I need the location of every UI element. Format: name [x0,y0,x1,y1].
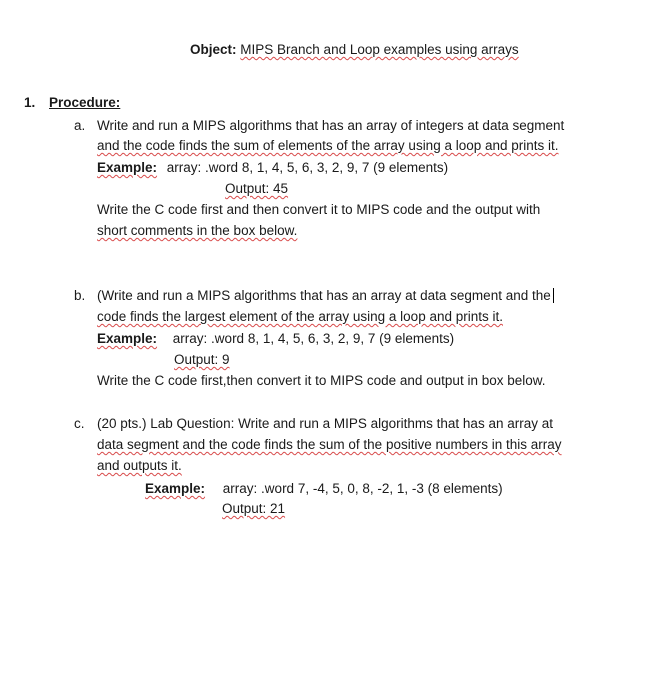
text-cursor [553,288,554,303]
item-a-extra-line-1: Write the C code first and then convert it to MIPS code and the output with [97,202,541,217]
item-b-line-1 [97,287,554,304]
item-b-line-1-text: (Write and run a MIPS algorithms that has an array at data segment and the [97,288,551,303]
item-c-example-text: array: .word 7, -4, 5, 0, 8, -2, 1, -3 (8 elements) [222,481,503,496]
item-b-example [97,330,454,347]
item-a-example-text: array: .word 8, 1, 4, 5, 6, 3, 2, 9, 7 (9 elements) [166,160,449,175]
procedure-heading [24,94,120,111]
item-c-example [145,480,503,497]
item-b-output: Output: 9 [174,352,230,367]
object-label: Object: [190,42,237,57]
item-a-example [97,159,448,176]
item-a-line-2: and the code finds the sum of elements of the array using a loop and prints it. [97,138,559,153]
item-b-example-text: array: .word 8, 1, 4, 5, 6, 3, 2, 9, 7 (9 elements) [172,331,455,346]
object-text: MIPS Branch and Loop examples using arrays [240,42,519,57]
item-a-line-1: Write and run a MIPS algorithms that has an array of integers at data segment [97,118,565,133]
item-c-example-label: Example: [145,481,206,496]
item-a-output: Output: 45 [225,181,289,196]
item-a-example-label: Example: [97,160,158,175]
item-b-example-label: Example: [97,331,158,346]
item-a-extra-line-2: short comments in the box below. [97,223,298,238]
document-title [190,41,519,58]
item-a-letter: a. [74,118,86,133]
item-c-output: Output: 21 [222,501,286,516]
procedure-number: 1. [24,95,36,110]
item-b-extra-line-1: Write the C code first,then convert it to MIPS code and output in box below. [97,373,546,388]
procedure-title: Procedure: [49,95,121,110]
item-b-line-2: code finds the largest element of the array using a loop and prints it. [97,309,503,324]
item-b-letter: b. [74,288,86,303]
item-c-line-3: and outputs it. [97,458,182,473]
item-c-line-2: data segment and the code finds the sum of the positive numbers in this array [97,437,562,452]
item-c-letter: c. [74,416,85,431]
item-c-line-1: (20 pts.) Lab Question: Write and run a MIPS algorithms that has an array at [97,416,553,431]
